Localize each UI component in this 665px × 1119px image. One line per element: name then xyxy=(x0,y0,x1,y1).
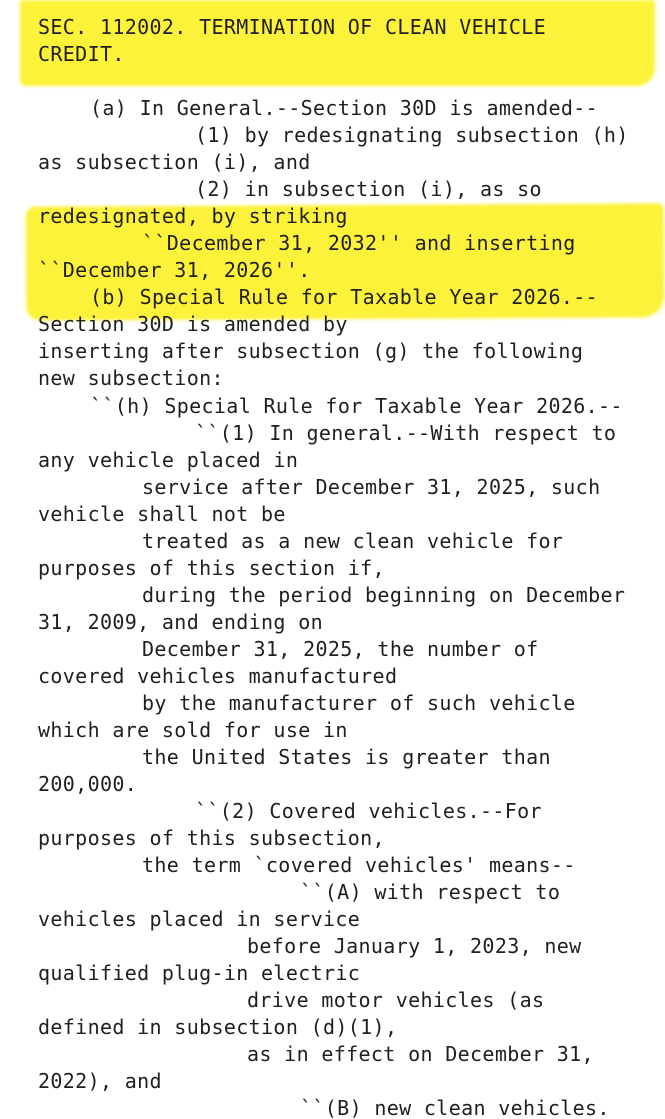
text-line: ``(h) Special Rule for Taxable Year 2026.-- xyxy=(90,394,623,418)
text-line: (a) In General.--Section 30D is amended-- xyxy=(90,96,599,120)
text-line: which are sold for use in xyxy=(38,718,348,742)
text-line: as subsection (i), and xyxy=(38,150,311,174)
text-line: ``(B) new clean vehicles. xyxy=(300,1096,610,1119)
text-line: drive motor vehicles (as xyxy=(247,988,545,1012)
text-line: inserting after subsection (g) the following xyxy=(38,339,584,363)
text-line: Section 30D is amended by xyxy=(38,312,348,336)
text-line: 31, 2009, and ending on xyxy=(38,610,323,634)
text-line: covered vehicles manufactured xyxy=(38,664,398,688)
text-line: 200,000. xyxy=(38,772,138,796)
text-line: ``(1) In general.--With respect to xyxy=(195,421,617,445)
text-line: defined in subsection (d)(1), xyxy=(38,1015,398,1039)
text-line: ``December 31, 2032'' and inserting xyxy=(142,231,576,255)
text-line: vehicle shall not be xyxy=(38,502,286,526)
text-line: new subsection: xyxy=(38,366,224,390)
text-line: as in effect on December 31, xyxy=(247,1042,594,1066)
text-line: the United States is greater than xyxy=(142,745,551,769)
text-line: redesignated, by striking xyxy=(38,204,348,228)
text-line: before January 1, 2023, new xyxy=(247,934,582,958)
text-line: (b) Special Rule for Taxable Year 2026.-- xyxy=(90,285,599,309)
text-line: ``December 31, 2026''. xyxy=(38,258,311,282)
text-line: ``(A) with respect to xyxy=(300,880,561,904)
text-line: during the period beginning on December xyxy=(142,583,626,607)
text-line: by the manufacturer of such vehicle xyxy=(142,691,576,715)
text-line: service after December 31, 2025, such xyxy=(142,475,601,499)
text-line: the term `covered vehicles' means-- xyxy=(142,853,576,877)
text-line: qualified plug-in electric xyxy=(38,961,361,985)
text-line: December 31, 2025, the number of xyxy=(142,637,539,661)
section-title-line-2: CREDIT. xyxy=(38,42,125,66)
text-line: (1) by redesignating subsection (h) xyxy=(195,123,629,147)
text-line: ``(2) Covered vehicles.--For xyxy=(195,799,542,823)
text-line: 2022), and xyxy=(38,1069,162,1093)
text-line: treated as a new clean vehicle for xyxy=(142,529,564,553)
text-line: purposes of this section if, xyxy=(38,556,385,580)
text-line: (2) in subsection (i), as so xyxy=(195,177,542,201)
text-line: vehicles placed in service xyxy=(38,907,361,931)
section-title-line-1: SEC. 112002. TERMINATION OF CLEAN VEHICLE xyxy=(38,15,547,39)
text-line: any vehicle placed in xyxy=(38,448,299,472)
text-line: purposes of this subsection, xyxy=(38,826,385,850)
